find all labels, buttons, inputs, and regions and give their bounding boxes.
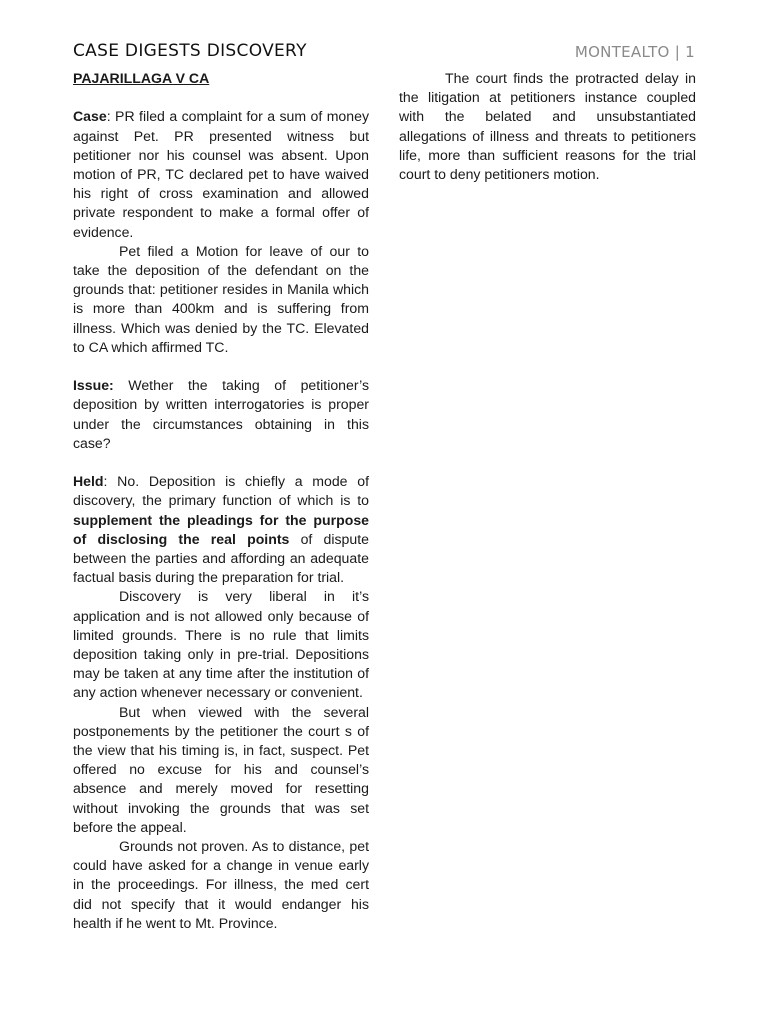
document-title: CASE DIGESTS DISCOVERY [73, 41, 307, 61]
case-paragraph [73, 107, 369, 241]
case-label: Case [73, 108, 107, 125]
held-paragraph-3: But when viewed with the several postponements by the petitioner the court s of the view that his timing is, in fact, suspect. Pet offered no excuse for his and counsel’s absence and merely moved for resetting without invoking the grounds that was set before the appeal. [73, 703, 369, 835]
case-title: PAJARILLAGA V CA [73, 70, 210, 86]
held-text-b: of dispute between the parties and affording an adequate factual basis during the preparation for trial. [73, 530, 369, 586]
author-page-number: MONTEALTO | 1 [574, 43, 695, 61]
issue-label: Issue: [73, 377, 114, 394]
held-paragraph-4: Grounds not proven. As to distance, pet could have asked for a change in venue early in the proceedings. For illness, the med cert did not specify that it would endanger his health if he went to Mt. Province. [73, 838, 369, 931]
held-paragraph-2: Discovery is very liberal in it’s application and is not allowed only because of limited grounds. There is no rule that limits deposition taking only in pre-trial. Depositions may be taken at any time after the institution of any action whenever necessary or convenient. [73, 588, 369, 701]
issue-text: Wether the taking of petitioner’s deposition by written interrogatories is proper under the circumstances obtaining in this case? [73, 377, 369, 451]
right-column [399, 69, 696, 184]
case-text: : PR filed a complaint for a sum of money against Pet. PR presented witness but petitioner nor his counsel was absent. Upon motion of PR, TC declared pet to have waived his right of cross examination and allowed private respondent to make a formal offer of evidence. [73, 108, 369, 240]
held-text-a: : No. Deposition is chiefly a mode of discovery, the primary function of which is to [73, 473, 369, 509]
held-label: Held [73, 473, 104, 490]
case-paragraph-2: Pet filed a Motion for leave of our to take the deposition of the defendant on the grounds that: petitioner resides in Manila which is more than 400km and is suffering from illness. Which was denied by the TC. Elevated to CA which affirmed TC. [73, 242, 369, 355]
right-paragraph-1: The court finds the protracted delay in the litigation at petitioners instance coupled with the belated and unsubstantiated allegations of illness and threats to petitioners life, more than sufficient reasons for the trial court to deny petitioners motion. [399, 70, 696, 183]
issue-paragraph [73, 376, 369, 453]
left-column [73, 69, 369, 933]
held-paragraph [73, 472, 369, 587]
held-emphasis: supplement the pleadings for the purpose of disclosing the real points [73, 511, 369, 547]
